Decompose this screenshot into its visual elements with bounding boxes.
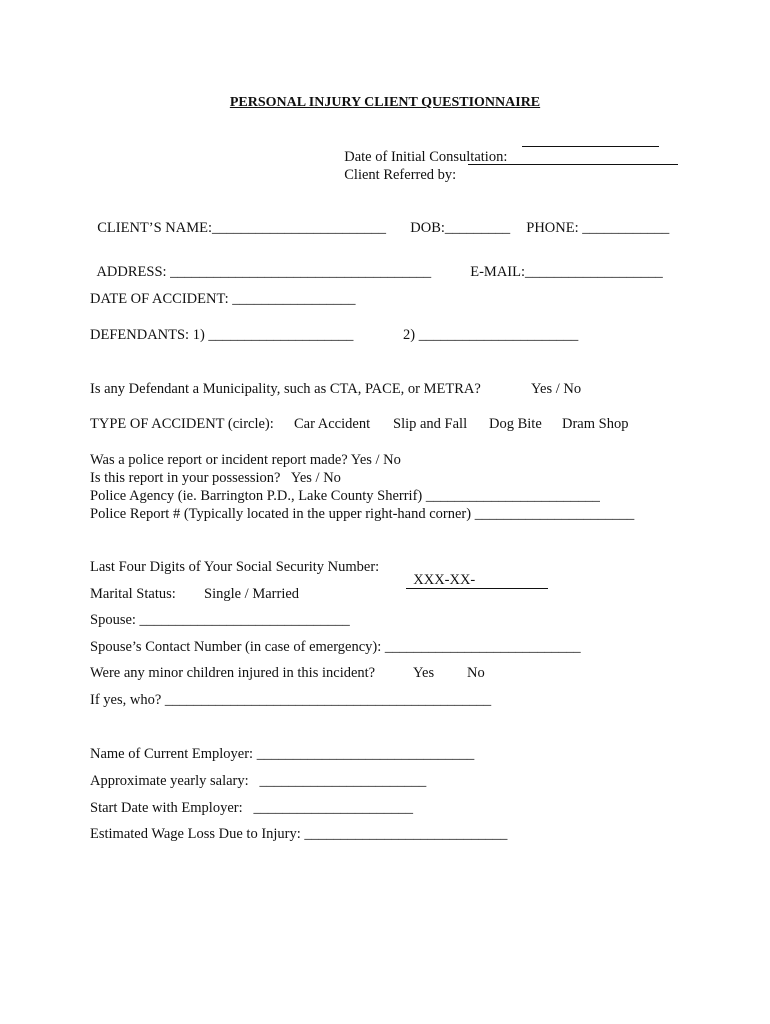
wage-loss-field[interactable]: Estimated Wage Loss Due to Injury: ____________________________ (90, 826, 508, 842)
dob-field[interactable]: DOB:_________ (410, 220, 511, 236)
referred-by-label: Client Referred by: (344, 167, 457, 183)
spouse-contact-field[interactable]: Spouse’s Contact Number (in case of emergency): ___________________________ (90, 639, 581, 655)
client-name-row (90, 201, 386, 237)
phone-field[interactable]: PHONE: ____________ (526, 220, 670, 236)
if-yes-who-field[interactable]: If yes, who? _____________________________________________ (90, 692, 492, 708)
minors-yes-option[interactable]: Yes (413, 665, 435, 681)
ssn-label: Last Four Digits of Your Social Security Number: (90, 559, 380, 575)
consultation-date-label: Date of Initial Consultation: (344, 149, 508, 165)
salary-field[interactable]: Approximate yearly salary: _______________________ (90, 773, 427, 789)
defendant-2-field[interactable]: 2) ______________________ (403, 327, 579, 343)
email-field[interactable]: E-MAIL:___________________ (470, 264, 663, 280)
address-row (90, 245, 431, 281)
police-report-number-field[interactable]: Police Report # (Typically located in the upper right-hand corner) ______________________ (90, 506, 635, 522)
municipality-question: Is any Defendant a Municipality, such as CTA, PACE, or METRA? (90, 381, 481, 397)
spouse-field[interactable]: Spouse: _____________________________ (90, 612, 350, 628)
accident-option-slip-fall[interactable]: Slip and Fall (393, 416, 468, 432)
marital-status-label: Marital Status: (90, 586, 176, 602)
start-date-field[interactable]: Start Date with Employer: ______________________ (90, 800, 413, 816)
employer-field[interactable]: Name of Current Employer: ______________________________ (90, 746, 475, 762)
accident-date-field[interactable]: DATE OF ACCIDENT: _________________ (90, 291, 356, 307)
accident-option-dram-shop[interactable]: Dram Shop (562, 416, 629, 432)
address-field[interactable]: ADDRESS: ____________________________________ (96, 264, 432, 280)
referred-by-field[interactable] (468, 150, 678, 165)
minors-question: Were any minor children injured in this incident? (90, 665, 376, 681)
report-possession[interactable]: Is this report in your possession? Yes / No (90, 470, 341, 486)
police-report-made[interactable]: Was a police report or incident report made? Yes / No (90, 452, 401, 468)
phone-row (519, 201, 669, 237)
referred-by-row (337, 148, 456, 184)
consultation-date-field[interactable] (522, 132, 659, 147)
marital-status-options[interactable]: Single / Married (204, 586, 300, 602)
email-row (463, 245, 663, 281)
accident-option-car[interactable]: Car Accident (294, 416, 371, 432)
form-title: PERSONAL INJURY CLIENT QUESTIONNAIRE (229, 95, 541, 110)
accident-option-dog-bite[interactable]: Dog Bite (489, 416, 542, 432)
minors-no-option[interactable]: No (467, 665, 485, 681)
ssn-prefix: XXX-XX- (413, 572, 476, 588)
dob-row (403, 201, 510, 237)
municipality-answer[interactable]: Yes / No (531, 381, 582, 397)
ssn-field[interactable] (406, 558, 548, 589)
accident-type-label: TYPE OF ACCIDENT (circle): (90, 416, 274, 432)
defendant-1-field[interactable]: DEFENDANTS: 1) ____________________ (90, 327, 354, 343)
client-name-field[interactable]: CLIENT’S NAME:________________________ (97, 220, 387, 236)
police-agency-field[interactable]: Police Agency (ie. Barrington P.D., Lake County Sherrif) ________________________ (90, 488, 600, 504)
